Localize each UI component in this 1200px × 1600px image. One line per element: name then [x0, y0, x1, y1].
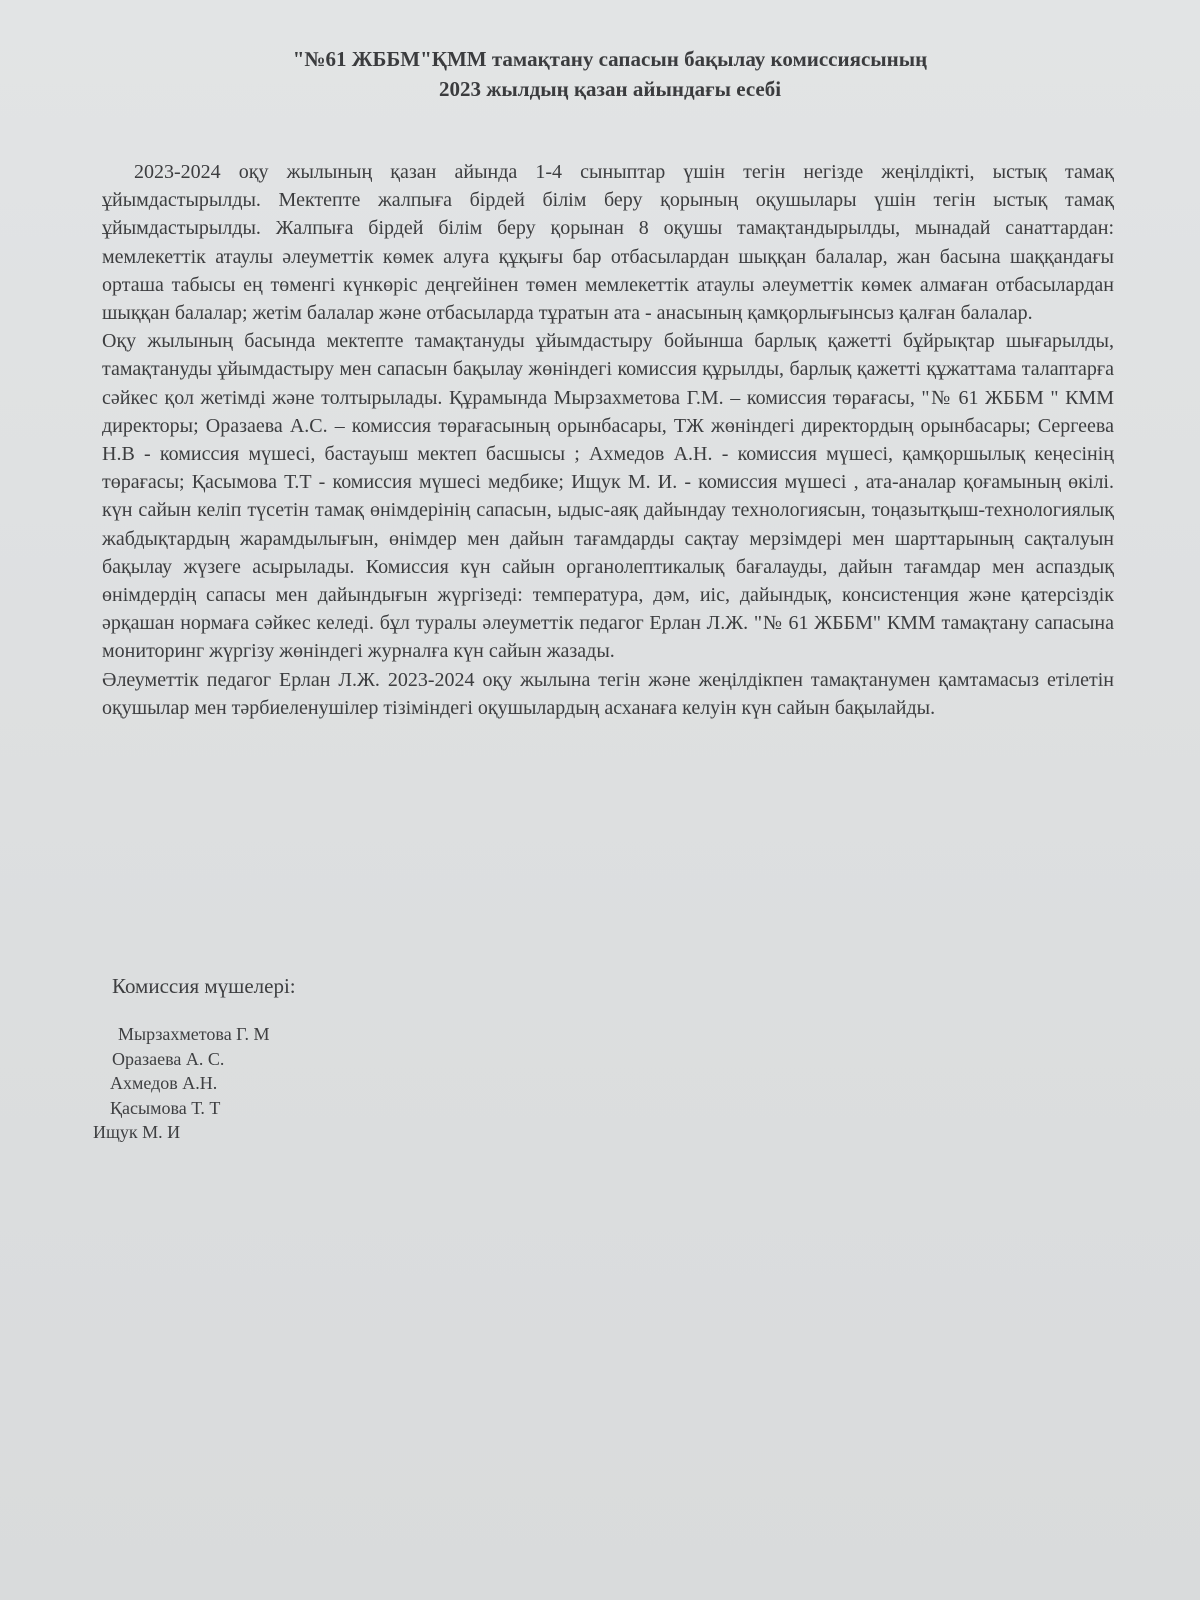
paragraph-1: 2023-2024 оқу жылының қазан айында 1-4 сыныптар үшін тегін негізде жеңілдікті, ыстық тамақ ұйымдастырылды. Мектепте жалпыға бірдей білім беру қорының оқушылары үшін тегін ыстық тамақ ұйымдастырылды. Жалпыға бірдей білім беру қорынан 8 оқушы тамақтандырылды, мынадай санаттардан: мемлекеттік атаулы әлеуметтік көмек алуға құқығы бар отбасылардан шыққан балалар, жан басына шаққандағы орташа табысы ең төменгі күнкөріс деңгейінен төмен мемлекеттік атаулы әлеуметтік көмек алмаған отбасылардан шыққан балалар; жетім балалар және отбасыларда тұратын ата - анасының қамқорлығынсыз қалған балалар. [102, 161, 1114, 325]
members-heading: Комиссия мүшелері: [112, 974, 296, 998]
document-body [102, 158, 1114, 722]
member-item: Қасымова Т. Т [110, 1097, 221, 1118]
title-line-1: "№61 ЖББМ"ҚММ тамақтану сапасын бақылау комиссиясының [292, 47, 928, 71]
members-list [0, 1022, 270, 1145]
member-item: Мырзахметова Г. М [118, 1024, 270, 1044]
member-item: Оразаева А. С. [112, 1048, 225, 1069]
document-title [180, 44, 1040, 104]
member-item: Ищук М. И [93, 1122, 181, 1142]
paragraph-3: Әлеуметтік педагог Ерлан Л.Ж. 2023-2024 оқу жылына тегін және жеңілдікпен тамақтанумен қамтамасыз етілетін оқушылар мен тәрбиеленушілер тізіміндегі оқушылардың асханаға келуін күн сайын бақылайды. [102, 668, 1114, 719]
paragraph-2: Оқу жылының басында мектепте тамақтануды ұйымдастыру бойынша барлық қажетті бұйрықтар шығарылды, тамақтануды ұйымдастыру мен сапасын бақылау жөніндегі комиссия құрылды, барлық қажетті құжаттама талаптарға сәйкес қол жетімді және толтырылады. Құрамында Мырзахметова Г.М. – комиссия төрағасы, "№ 61 ЖББМ " КММ директоры; Оразаева А.С. – комиссия төрағасының орынбасары, ТЖ жөніндегі директордың орынбасары; Сергеева Н.В - комиссия мүшесі, бастауыш мектеп басшысы ; Ахмедов А.Н. - комиссия мүшесі, қамқоршылық кеңесінің төрағасы; Қасымова Т.Т - комиссия мүшесі медбике; Ищук М. И. - комиссия мүшесі , ата-аналар қоғамының өкілі. күн сайын келіп түсетін тамақ өнімдерінің сапасын, ыдыс-аяқ дайындау технологиясын, тоңазытқыш-технологиялық жабдықтардың жарамдылығын, өнімдер мен дайын тағамдарды сақтау мерзімдері мен шарттарының сақталуын бақылау жүзеге асырылады. Комиссия күн сайын органолептикалық бағалауды, дайын тағамдар мен аспаздық өнімдердің сапасы мен дайындығын жүргізеді: температура, дәм, иіс, дайындық, консистенция және қатерсіздік әрқашан нормаға сәйкес келеді. бұл туралы әлеуметтік педагог Ерлан Л.Ж. "№ 61 ЖББМ" КММ тамақтану сапасына мониторинг жүргізу жөніндегі журналға күн сайын жазады. [102, 330, 1114, 663]
member-item: Ахмедов А.Н. [110, 1073, 218, 1093]
title-line-2: 2023 жылдың қазан айындағы есебі [438, 77, 782, 101]
